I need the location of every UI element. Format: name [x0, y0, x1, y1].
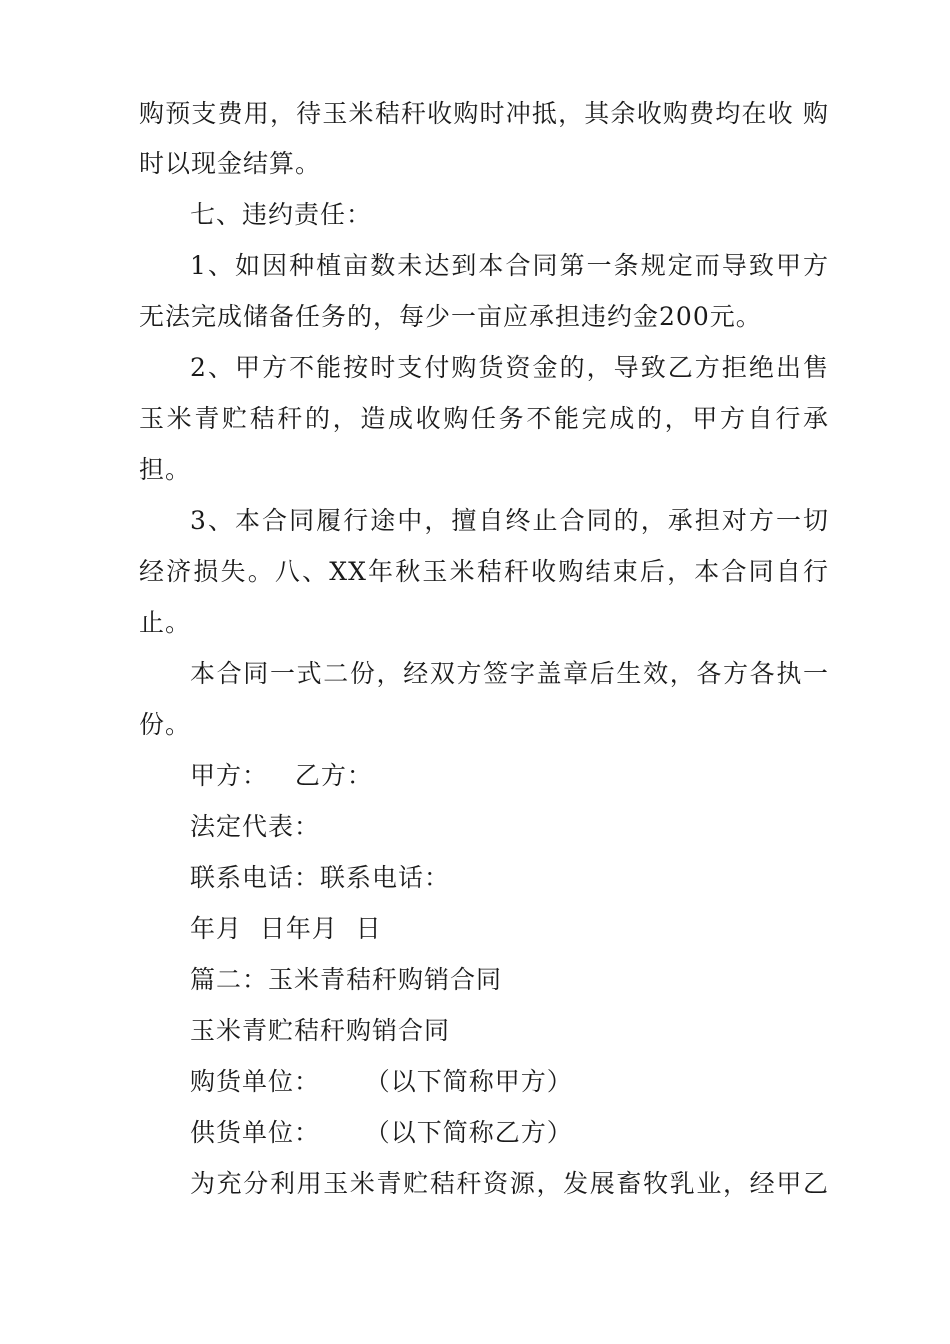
- paragraph-line: 玉米青贮秸秆的，造成收购任务不能完成的，甲方自行承: [139, 404, 829, 433]
- paragraph-line: 购预支费用，待玉米秸秆收购时冲抵，其余收购费均在收 购: [139, 99, 829, 128]
- paragraph-line: 担。: [139, 455, 192, 484]
- section-heading: 七、违约责任：: [190, 200, 373, 229]
- paragraph-line: 1、如因种植亩数未达到本合同第一条规定而导致甲方: [190, 251, 829, 280]
- supplier-line: 供货单位： （以下简称乙方）: [190, 1118, 573, 1147]
- paragraph-line: 2、甲方不能按时支付购货资金的，导致乙方拒绝出售: [190, 353, 829, 382]
- signature-representative-line: 法定代表：: [190, 812, 321, 841]
- section-heading: 篇二：玉米青秸秆购销合同: [190, 965, 503, 994]
- buyer-line: 购货单位： （以下简称甲方）: [190, 1067, 573, 1096]
- paragraph-line: 无法完成储备任务的，每少一亩应承担违约金200元。: [139, 302, 762, 331]
- signature-date-line: 年月 日年月 日: [190, 914, 382, 943]
- paragraph-line: 时以现金结算。: [139, 149, 322, 178]
- signature-party-line: 甲方： 乙方：: [190, 761, 373, 790]
- paragraph-line: 为充分利用玉米青贮秸秆资源，发展畜牧乳业，经甲乙: [190, 1169, 829, 1198]
- paragraph-line: 止。: [139, 608, 192, 637]
- paragraph-line: 本合同一式二份，经双方签字盖章后生效，各方各执一: [190, 659, 829, 688]
- contract-title: 玉米青贮秸秆购销合同: [190, 1016, 451, 1045]
- signature-phone-line: 联系电话：联系电话：: [190, 863, 451, 892]
- paragraph-line: 3、本合同履行途中，擅自终止合同的，承担对方一切: [190, 506, 829, 535]
- paragraph-line: 经济损失。八、XX年秋玉米秸秆收购结束后，本合同自行: [139, 557, 829, 586]
- paragraph-line: 份。: [139, 710, 192, 739]
